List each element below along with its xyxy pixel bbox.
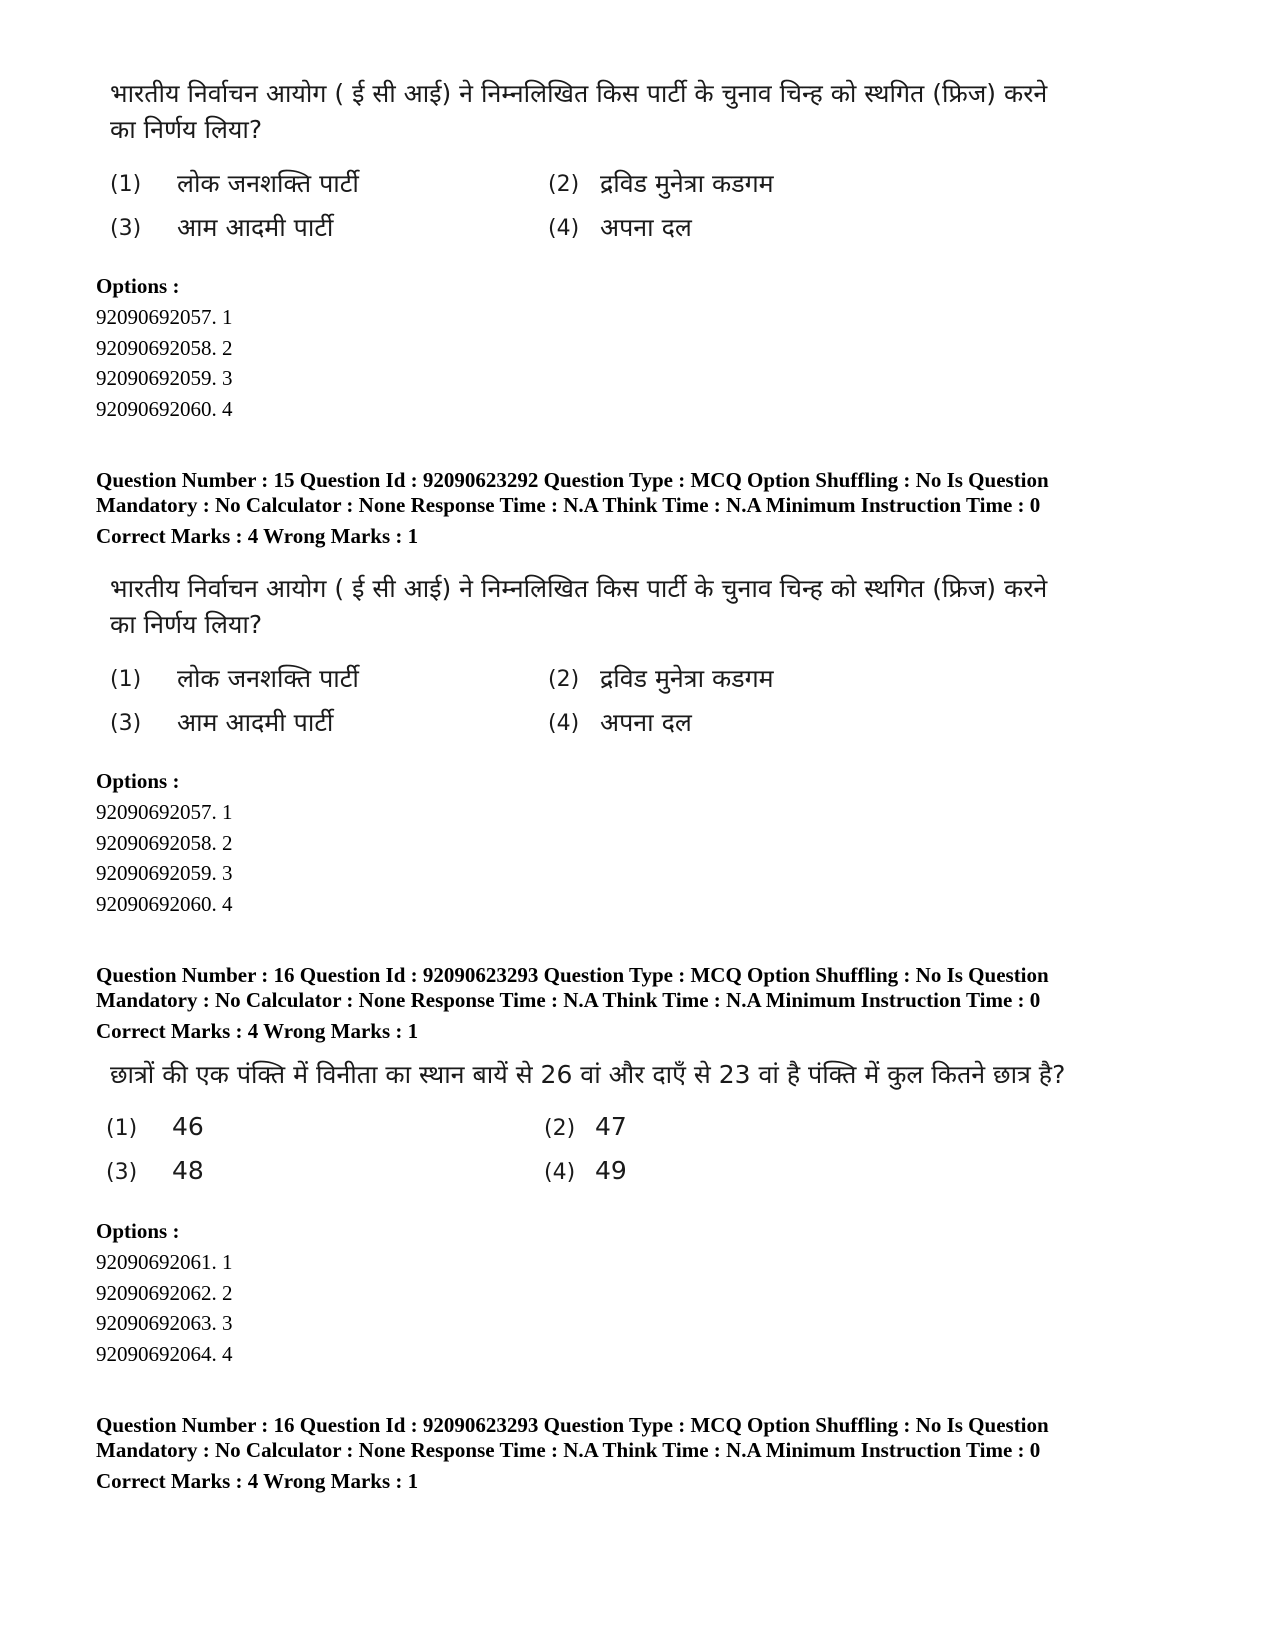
question-meta-line: Question Number : 16 Question Id : 92090623293 Question Type : MCQ Option Shuffling : No Is Question xyxy=(96,963,1049,987)
option-id: 92090692064. 4 xyxy=(96,1342,233,1366)
option-id: 92090692061. 1 xyxy=(96,1250,233,1274)
choice-text: आम आदमी पार्टी xyxy=(177,708,334,737)
choice-number: (4) xyxy=(548,216,580,241)
choice-text: आम आदमी पार्टी xyxy=(177,213,334,242)
choice-number: (3) xyxy=(110,216,142,241)
choice-number: (3) xyxy=(106,1160,138,1185)
choice-number: (1) xyxy=(106,1116,138,1141)
choice-text: द्रविड मुनेत्रा कडगम xyxy=(600,664,774,693)
question-text-line: भारतीय निर्वाचन आयोग ( ई सी आई) ने निम्नलिखित किस पार्टी के चुनाव चिन्ह को स्थगित (फ्रिज) करने xyxy=(110,574,1048,603)
choice-text: 46 xyxy=(172,1112,204,1141)
options-label: Options : xyxy=(96,274,180,298)
choice-text: अपना दल xyxy=(600,213,692,242)
choice-number: (4) xyxy=(548,711,580,736)
question-text-line: का निर्णय लिया? xyxy=(110,115,263,144)
question-meta-line: Question Number : 15 Question Id : 92090623292 Question Type : MCQ Option Shuffling : No Is Question xyxy=(96,468,1049,492)
choice-text: 49 xyxy=(595,1156,627,1185)
question-text-line: भारतीय निर्वाचन आयोग ( ई सी आई) ने निम्नलिखित किस पार्टी के चुनाव चिन्ह को स्थगित (फ्रिज) करने xyxy=(110,79,1048,108)
question-text-line: छात्रों की एक पंक्ति में विनीता का स्थान बायें से 26 वां और दाएँ से 23 वां है पंक्ति में कुल कितने छात्र है? xyxy=(110,1060,1066,1089)
choice-text: द्रविड मुनेत्रा कडगम xyxy=(600,169,774,198)
question-meta-line: Question Number : 16 Question Id : 92090623293 Question Type : MCQ Option Shuffling : No Is Question xyxy=(96,1413,1049,1437)
choice-number: (2) xyxy=(548,172,580,197)
option-id: 92090692062. 2 xyxy=(96,1281,233,1305)
choice-text: 48 xyxy=(172,1156,204,1185)
option-id: 92090692057. 1 xyxy=(96,800,233,824)
question-meta-line: Mandatory : No Calculator : None Response Time : N.A Think Time : N.A Minimum Instruction Time : 0 xyxy=(96,1438,1041,1462)
options-label: Options : xyxy=(96,769,180,793)
option-id: 92090692057. 1 xyxy=(96,305,233,329)
option-id: 92090692058. 2 xyxy=(96,336,233,360)
question-meta-line: Mandatory : No Calculator : None Response Time : N.A Think Time : N.A Minimum Instruction Time : 0 xyxy=(96,988,1041,1012)
choice-number: (4) xyxy=(544,1160,576,1185)
choice-text: अपना दल xyxy=(600,708,692,737)
question-marks-line: Correct Marks : 4 Wrong Marks : 1 xyxy=(96,1469,419,1493)
choice-number: (1) xyxy=(110,172,142,197)
choice-text: लोक जनशक्ति पार्टी xyxy=(177,664,359,693)
question-text-line: का निर्णय लिया? xyxy=(110,610,263,639)
choice-number: (2) xyxy=(548,667,580,692)
question-marks-line: Correct Marks : 4 Wrong Marks : 1 xyxy=(96,1019,419,1043)
option-id: 92090692058. 2 xyxy=(96,831,233,855)
option-id: 92090692060. 4 xyxy=(96,892,233,916)
choice-number: (2) xyxy=(544,1116,576,1141)
choice-number: (1) xyxy=(110,667,142,692)
option-id: 92090692059. 3 xyxy=(96,861,233,885)
option-id: 92090692059. 3 xyxy=(96,366,233,390)
choice-text: 47 xyxy=(595,1112,627,1141)
question-meta-line: Mandatory : No Calculator : None Response Time : N.A Think Time : N.A Minimum Instruction Time : 0 xyxy=(96,493,1041,517)
choice-text: लोक जनशक्ति पार्टी xyxy=(177,169,359,198)
question-marks-line: Correct Marks : 4 Wrong Marks : 1 xyxy=(96,524,419,548)
options-label: Options : xyxy=(96,1219,180,1243)
option-id: 92090692063. 3 xyxy=(96,1311,233,1335)
choice-number: (3) xyxy=(110,711,142,736)
option-id: 92090692060. 4 xyxy=(96,397,233,421)
